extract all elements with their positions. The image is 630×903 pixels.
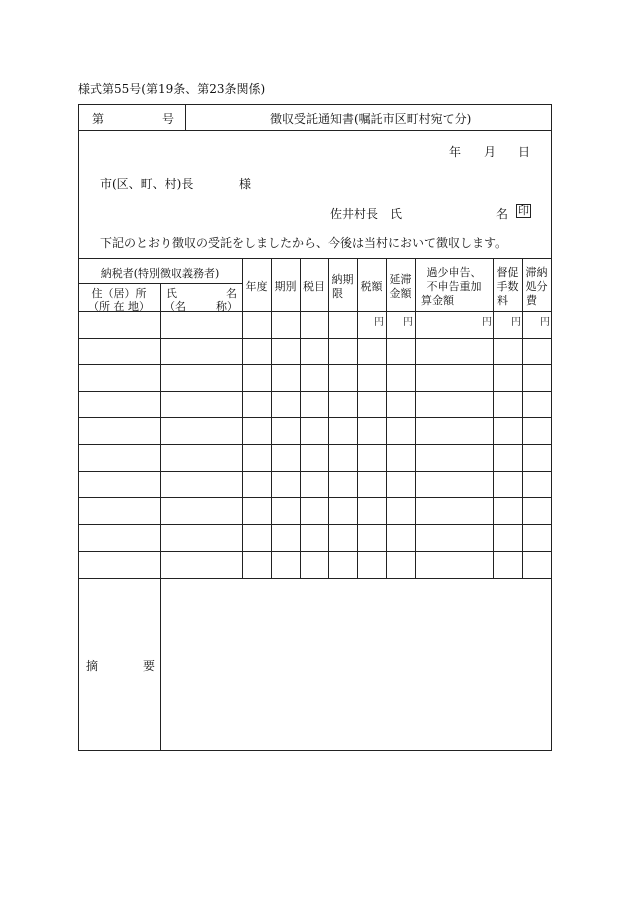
col-fee-header-2: 手数 bbox=[496, 280, 519, 293]
number-dai: 第 bbox=[92, 112, 105, 126]
table-row bbox=[78, 524, 552, 525]
table-bottom-line bbox=[78, 578, 552, 579]
frame-left bbox=[78, 104, 79, 751]
taxpayer-sub-line bbox=[78, 283, 243, 284]
document-title: 徴収受託通知書(嘱託市区町村宛て分) bbox=[270, 112, 472, 126]
col-late-header-2: 金額 bbox=[389, 287, 412, 300]
col-line-fee bbox=[493, 258, 494, 578]
table-row bbox=[78, 444, 552, 445]
sender-mei: 名 bbox=[496, 207, 509, 221]
header-divider bbox=[185, 104, 186, 130]
col-penalty-header-3: 算金額 bbox=[421, 294, 454, 307]
taxpayer-header: 納税者(特別徴収義務者) bbox=[100, 267, 220, 280]
table-row bbox=[78, 551, 552, 552]
col-item-header: 税目 bbox=[303, 280, 325, 293]
seal-mark: 印 bbox=[518, 204, 529, 217]
col-due-header-1: 納期 bbox=[331, 273, 354, 286]
frame-bottom bbox=[78, 750, 552, 751]
col-penalty-header-1: 過少申告、 bbox=[426, 266, 482, 279]
address-header-2: （所 在 地） bbox=[88, 300, 150, 313]
col-disp-header-3: 費 bbox=[526, 294, 537, 307]
col-line-disp bbox=[522, 258, 523, 578]
table-row bbox=[78, 497, 552, 498]
remarks-divider bbox=[160, 578, 161, 750]
name-header-3: （名 bbox=[164, 300, 186, 313]
body-text: 下記のとおり徴収の受託をしましたから、今後は当村において徴収します。 bbox=[100, 236, 508, 250]
yen-fee: 円 bbox=[511, 317, 521, 328]
col-line-late bbox=[386, 258, 387, 578]
date-year: 年 bbox=[449, 145, 462, 159]
col-line-penalty bbox=[415, 258, 416, 578]
header-bottom-line bbox=[78, 130, 552, 131]
col-line-item bbox=[300, 258, 301, 578]
table-row bbox=[78, 364, 552, 365]
col-fee-header-1: 督促 bbox=[496, 266, 519, 279]
yen-tax: 円 bbox=[374, 317, 384, 328]
col-disp-header-2: 処分 bbox=[525, 280, 548, 293]
col-late-header-1: 延滞 bbox=[389, 273, 412, 286]
table-row bbox=[78, 417, 552, 418]
col-penalty-header-2: 不申告重加 bbox=[426, 280, 482, 293]
col-tax-header: 税額 bbox=[360, 280, 383, 293]
col-line-name bbox=[160, 283, 161, 578]
number-gou: 号 bbox=[162, 112, 175, 126]
sender-label: 佐井村長 氏 bbox=[330, 207, 403, 221]
table-top-line bbox=[78, 258, 552, 259]
col-line-period bbox=[271, 258, 272, 578]
col-year-header: 年度 bbox=[245, 280, 268, 293]
name-header-1: 氏 bbox=[166, 287, 177, 300]
table-row bbox=[78, 391, 552, 392]
col-line-year bbox=[242, 258, 243, 578]
yen-disp: 円 bbox=[540, 317, 550, 328]
table-row bbox=[78, 338, 552, 339]
form-number-label: 様式第55号(第19条、第23条関係) bbox=[78, 82, 266, 96]
col-period-header: 期別 bbox=[274, 280, 297, 293]
address-header-1: 住（居）所 bbox=[91, 287, 147, 300]
name-header-4: 称） bbox=[216, 300, 238, 313]
col-due-header-2: 限 bbox=[332, 287, 343, 300]
frame-right bbox=[551, 104, 552, 751]
addressee-label: 市(区、町、村)長 bbox=[100, 177, 194, 191]
table-row bbox=[78, 471, 552, 472]
remarks-label-1: 摘 bbox=[86, 659, 99, 673]
col-line-tax bbox=[357, 258, 358, 578]
col-fee-header-3: 料 bbox=[497, 294, 508, 307]
col-disp-header-1: 滞納 bbox=[525, 266, 548, 279]
col-line-due bbox=[328, 258, 329, 578]
remarks-label-2: 要 bbox=[143, 659, 156, 673]
frame-top bbox=[78, 104, 552, 105]
date-day: 日 bbox=[518, 145, 531, 159]
date-month: 月 bbox=[484, 145, 497, 159]
yen-penalty: 円 bbox=[482, 317, 492, 328]
yen-late: 円 bbox=[403, 317, 413, 328]
name-header-2: 名 bbox=[226, 287, 237, 300]
addressee-sama: 様 bbox=[239, 177, 252, 191]
